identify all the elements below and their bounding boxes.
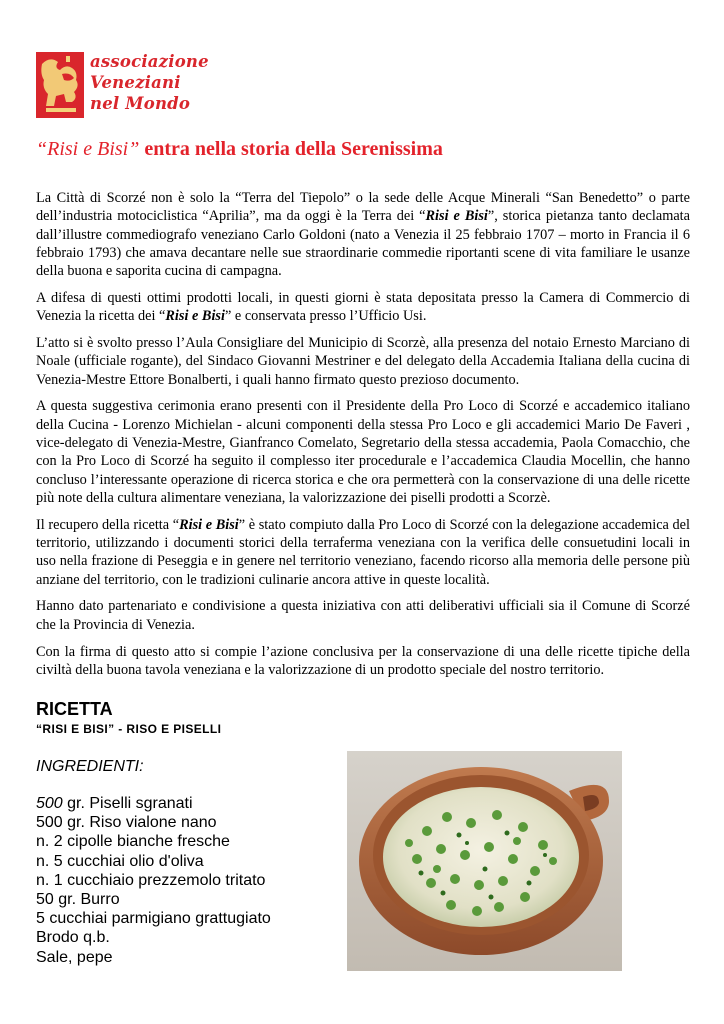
recipe-heading: RICETTA: [36, 699, 113, 719]
ingredient-item: [36, 794, 271, 813]
ingredient-item: n. 5 cucchiai olio d'oliva: [36, 852, 204, 870]
dish-illustration: [347, 751, 622, 971]
article-body: [36, 189, 690, 688]
logo-line-2: Veneziani: [90, 73, 181, 92]
paragraph-2-text-b: ” e conservata presso l’Ufficio Usi.: [224, 308, 427, 325]
ingredient-item: n. 1 cucchiaio prezzemolo tritato: [36, 871, 266, 889]
ingredient-item: n. 2 cipolle bianche fresche: [36, 833, 230, 851]
logo-wordmark: [90, 51, 209, 114]
ingredients-list: [36, 794, 271, 967]
ingredients-label: INGREDIENTI:: [36, 758, 144, 775]
paragraph-2: [36, 289, 690, 326]
ingredient-item: Brodo q.b.: [36, 929, 110, 947]
ingredient-item: 500 gr. Riso vialone nano: [36, 814, 217, 832]
paragraph-5-text-b: ” è stato compiuto dalla Pro Loco di Scorzé con la delegazione accademica del territorio, utilizzando i documenti storici della terraferma veneziana con la verifica delle consuetudini locali in uso nella frazione di Peseggia e in genere nel territorio veneziano, facendo ricorso alla memoria delle persone più anziane del territorio, con le tradizioni culinarie ancora attive in queste località.: [36, 516, 690, 588]
association-logo: [36, 52, 209, 120]
paragraph-1-text-b: ”, storica pietanza tanto declamata dall’illustre commediografo veneziano Carlo Goldoni (nato a Venezia il 25 febbraio 1707 – morto in Francia il 6 febbraio 1793) che amava decantare nelle sue straordinarie commedie riportanti scene di vita familiare le usanze della buona e saporita cucina di campagna.: [36, 208, 690, 280]
logo-line-3: nel Mondo: [90, 94, 191, 113]
ingredient-item: 5 cucchiai parmigiano grattugiato: [36, 910, 271, 928]
paragraph-5-dish-name: Risi e Bisi: [179, 516, 239, 533]
ingredient-text: gr. Piselli sgranati: [62, 795, 193, 812]
article-title: [36, 138, 443, 161]
paragraph-2-text-a: A difesa di questi ottimi prodotti locali, in questi giorni è stata depositata presso la Camera di Commercio di Venezia la ricetta dei “: [36, 289, 690, 325]
ingredient-item: 50 gr. Burro: [36, 891, 120, 909]
paragraph-1-text-a: La Città di Scorzé non è solo la “Terra del Tiepolo” o la sede delle Acque Minerali “San Benedetto” o parte dell’industria motociclistica “Aprilia”, ma da oggi è la Terra dei “: [36, 190, 690, 225]
logo-line-1: associazione: [90, 52, 209, 71]
risi-e-bisi-photo: [347, 751, 622, 971]
recipe-subtitle: “RISI E BISI” - RISO E PISELLI: [36, 722, 222, 736]
paragraph-3: L’atto si è svolto presso l’Aula Consigliare del Municipio di Scorzè, alla presenza del notaio Ernesto Marciano di Noale (ufficiale rogante), del Sindaco Giovanni Mestriner e del delegato della Accademia Italiana della cucina di Venezia-Mestre Ettore Bonalberti, i quali hanno firmato questo prezioso documento.: [36, 335, 690, 388]
paragraph-2-dish-name: Risi e Bisi: [165, 308, 225, 325]
paragraph-6: Hanno dato partenariato e condivisione a questa iniziativa con atti deliberativi ufficiali sia il Comune di Scorzé che la Provincia di Venezia.: [36, 598, 690, 633]
paragraph-1-dish-name: Risi e Bisi: [425, 208, 488, 225]
title-rest: entra nella storia della Serenissima: [139, 138, 443, 160]
paragraph-7: Con la firma di questo atto si compie l’azione conclusiva per la conservazione di una delle ricette tipiche della civiltà della buona tavola veneziana e la valorizzazione di un prodotto speciale del nostro territorio.: [36, 643, 690, 678]
paragraph-5: [36, 516, 690, 589]
title-highlight: “Risi e Bisi”: [36, 138, 140, 160]
lion-of-saint-mark-icon: [36, 52, 84, 118]
paragraph-1: [36, 189, 690, 280]
ingredient-item: Sale, pepe: [36, 948, 113, 966]
paragraph-5-text-a: Il recupero della ricetta “: [36, 516, 180, 533]
paragraph-4: A questa suggestiva cerimonia erano presenti con il Presidente della Pro Loco di Scorzé e accademico italiano della Cucina - Lorenzo Michielan - alcuni componenti della stessa Pro Loco e gli accademici Mario De Faveri , vice-delegato di Venezia-Mestre, Gianfranco Comelato, Segretario della stessa accademia, Paola Comacchio, che con la Pro Loco di Scorzé ha seguito il complesso iter procedurale e l’accademica Claudia Mocellin, che hanno concluso l’interessante operazione di ricerca storica e che ora permetterà con la conservazione di una delle ricette più note della cultura alimentare veneziana, la valorizzazione dei piselli prodotti a Scorzè.: [36, 398, 690, 506]
ingredient-quantity: 500: [36, 795, 63, 812]
